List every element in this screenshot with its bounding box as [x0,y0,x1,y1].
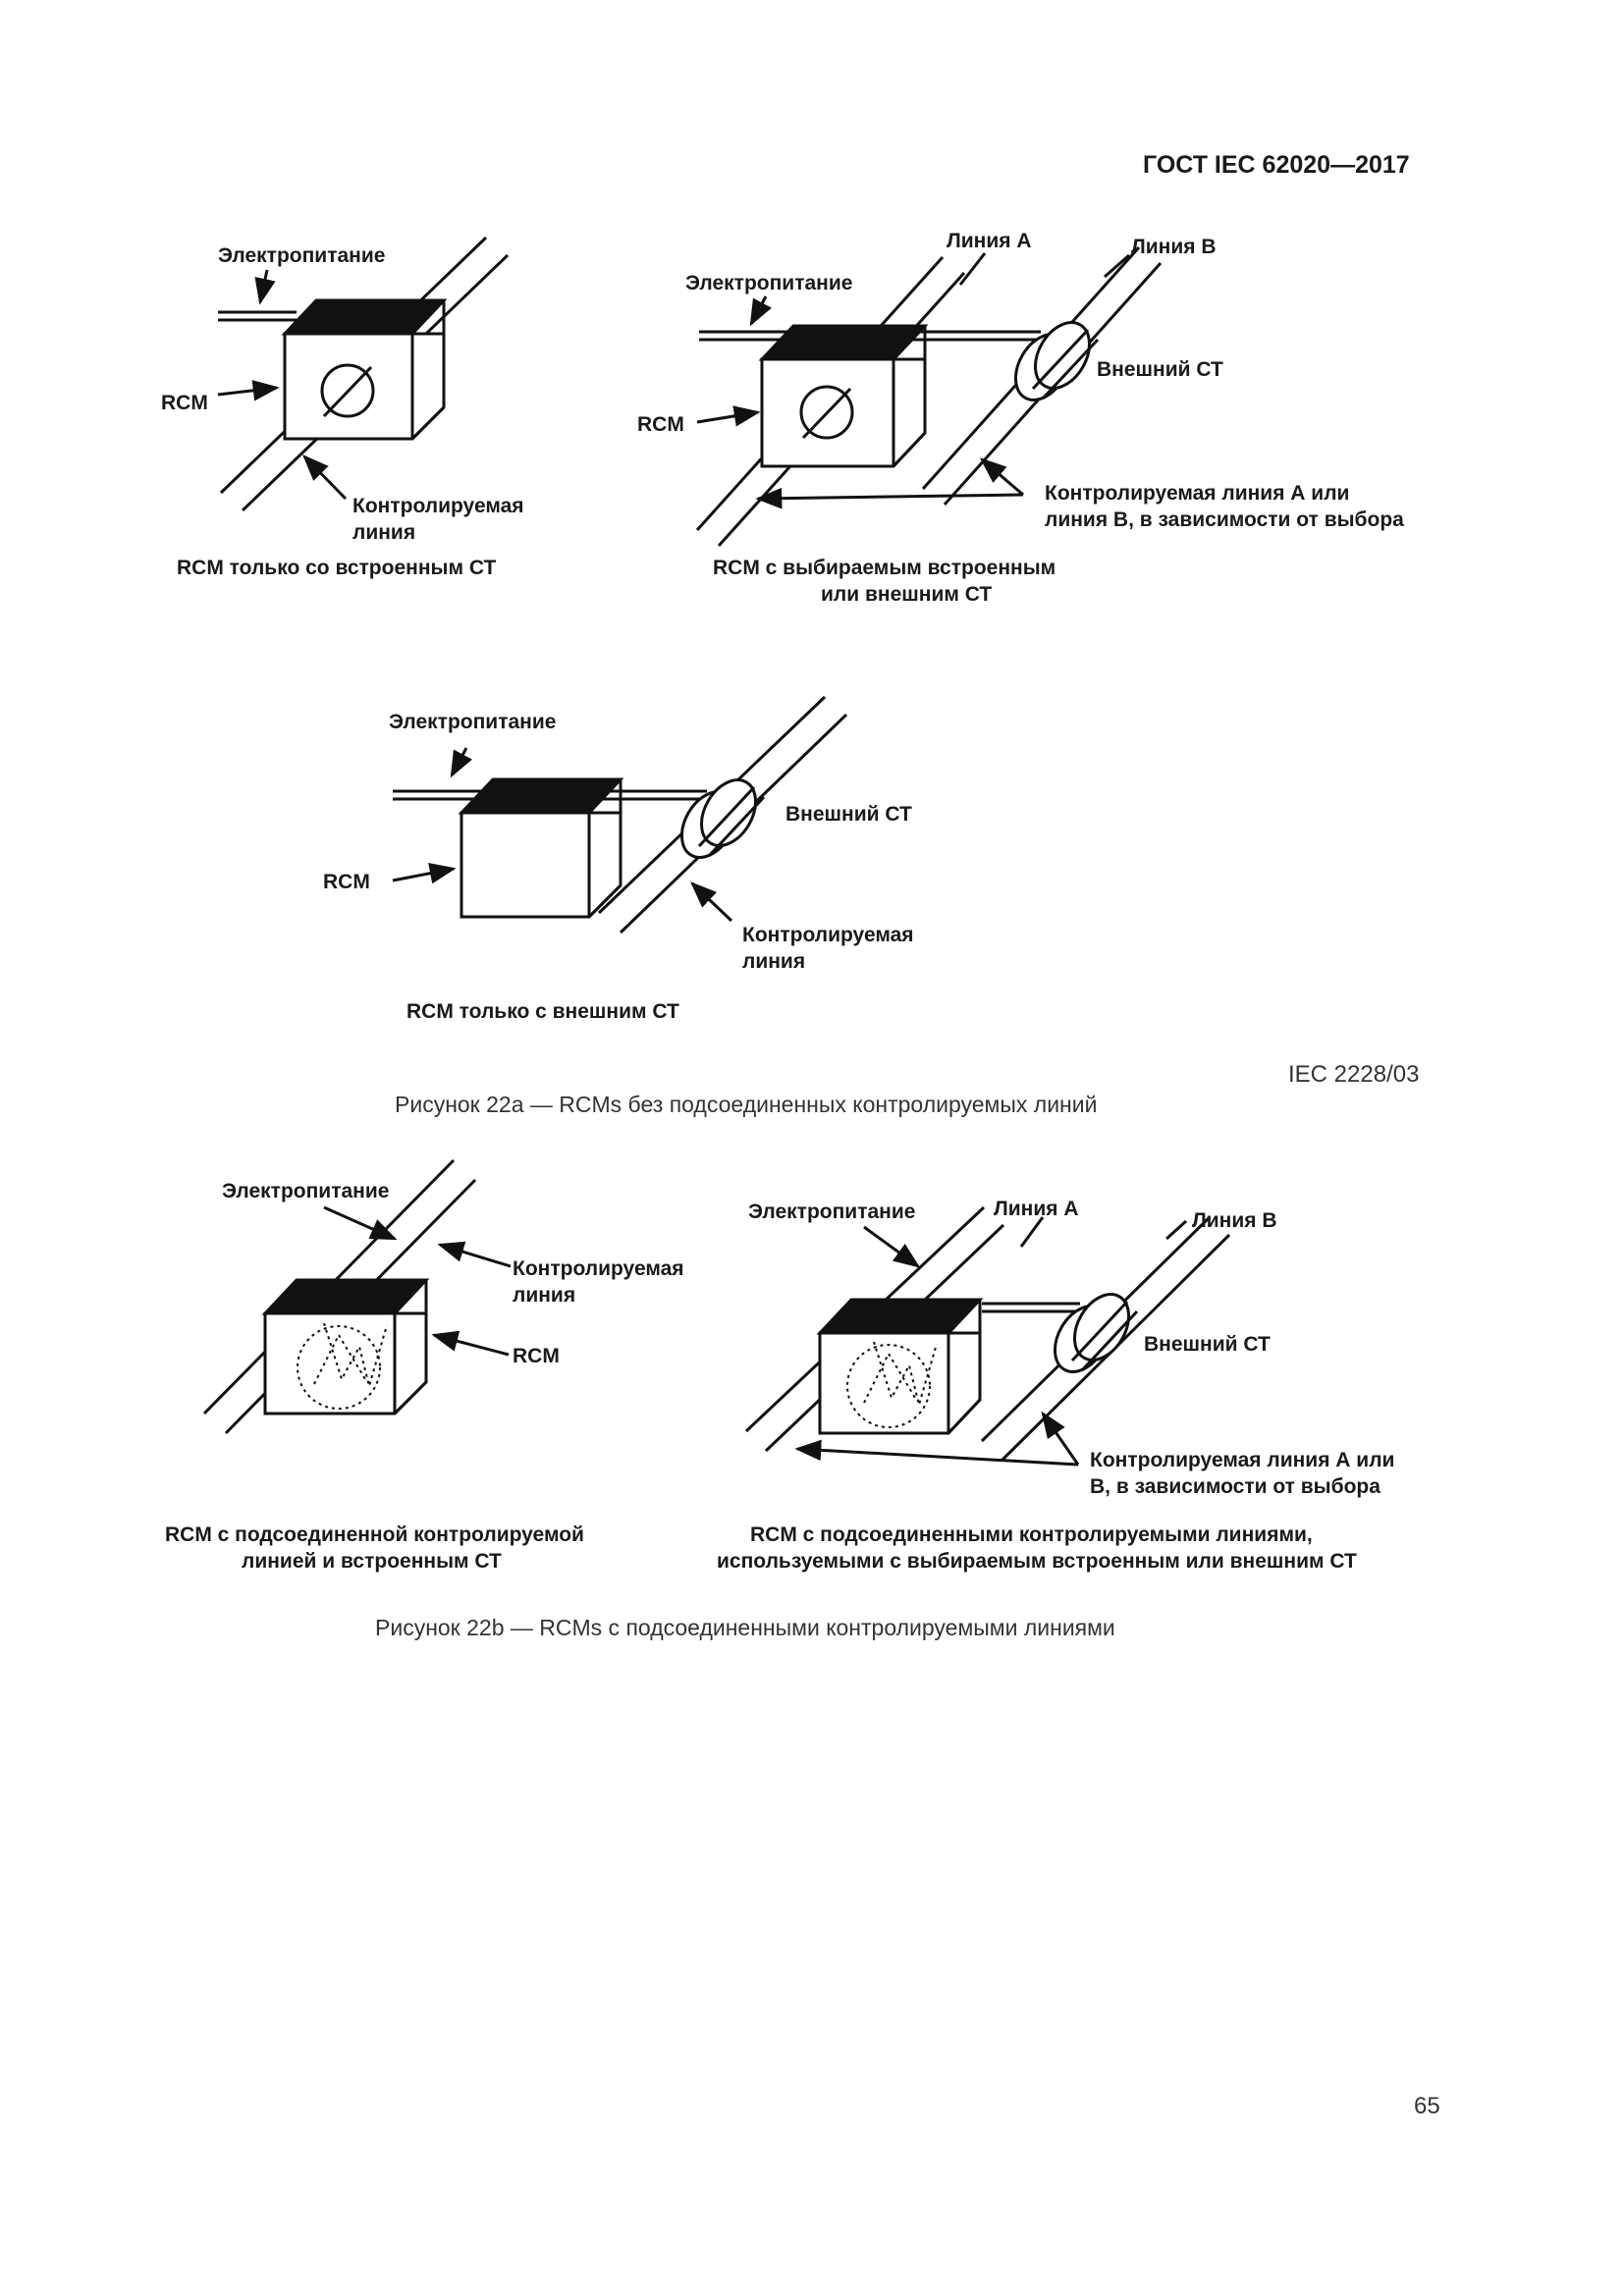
d4-power-label: Электропитание [222,1180,390,1202]
d5-caption-1: RCM с подсоединенными контролируемыми линиями, [750,1523,1313,1546]
page-number: 65 [1414,2093,1440,2119]
d3-ext-ct-label: Внешний СТ [785,803,912,826]
d2-note-1: Контролируемая линия А или [1045,482,1350,505]
diagram-22a-builtin [218,238,508,510]
d2-caption-1: RCM с выбираемым встроенным [713,557,1056,579]
figure-22b-title: Рисунок 22b — RCMs с подсоединенными контролируемыми линиями [375,1615,1115,1640]
d3-line-label-1: Контролируемая [742,924,914,946]
d4-caption-1: RCM с подсоединенной контролируемой [165,1523,584,1546]
d3-caption: RCM только с внешним СТ [406,1000,679,1023]
d4-rcm-label: RCM [513,1345,560,1367]
d1-line-label-1: Контролируемая [352,495,524,517]
d5-note-1: Контролируемая линия А или [1090,1449,1395,1471]
d5-caption-2: используемыми с выбираемым встроенным или внешним СТ [717,1550,1357,1573]
d5-line-b-label: Линия В [1192,1209,1277,1232]
d5-ext-ct-label: Внешний СТ [1144,1333,1271,1356]
d1-line-label-2: линия [352,521,416,544]
d3-rcm-label: RCM [323,871,370,893]
d2-line-a-label: Линия А [947,230,1032,252]
d2-rcm-label: RCM [637,413,684,436]
d2-power-label: Электропитание [685,272,853,294]
d5-note-2: В, в зависимости от выбора [1090,1475,1380,1498]
d3-line-label-2: линия [742,950,806,973]
d2-caption-2: или внешним СТ [821,583,993,606]
d1-power-label: Электропитание [218,244,386,267]
d3-power-label: Электропитание [389,711,557,733]
d4-caption-2: линией и встроенным СТ [242,1550,502,1573]
d2-ext-ct-label: Внешний СТ [1097,358,1223,381]
d1-caption: RCM только со встроенным СТ [177,557,497,579]
standard-header: ГОСТ IEC 62020—2017 [1143,151,1410,179]
figure-22a-title: Рисунок 22а — RCMs без подсоединенных контролируемых линий [395,1092,1098,1117]
d4-line-label-1: Контролируемая [513,1257,684,1280]
d4-line-label-2: линия [513,1284,576,1307]
source-reference: IEC 2228/03 [1288,1061,1420,1088]
d2-note-2: линия В, в зависимости от выбора [1045,508,1404,531]
d5-power-label: Электропитание [748,1201,916,1223]
d2-line-b-label: Линия В [1131,236,1217,258]
d5-line-a-label: Линия А [994,1198,1079,1220]
d1-rcm-label: RCM [161,392,208,414]
